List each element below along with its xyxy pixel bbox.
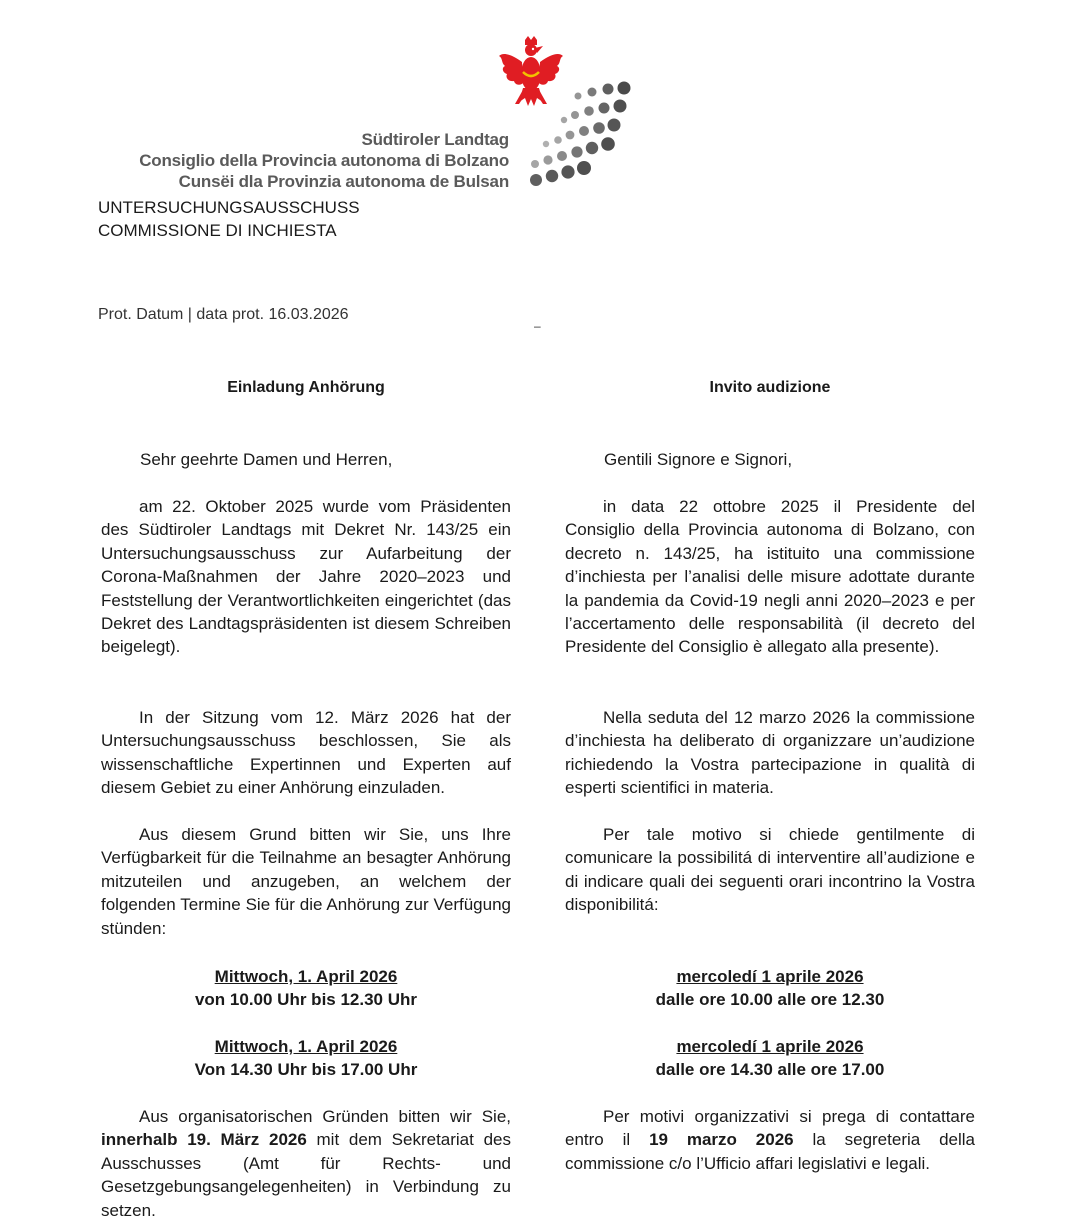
org-name-de: Südtiroler Landtag xyxy=(361,130,509,149)
logo-dot xyxy=(608,119,621,132)
paragraph-4-it: Per motivi organizzativi si prega di contattare entro il 19 marzo 2026 la segreteria della commissione c/o l’Ufficio affari legislativi e legali. xyxy=(565,1107,976,1173)
salutation-it: Gentili Signore e Signori, xyxy=(604,450,793,469)
appointment-1-date-it: mercoledí 1 aprile 2026 xyxy=(676,967,864,986)
paragraph-2-de: In der Sitzung vom 12. März 2026 hat der Untersuchungsausschuss beschlossen, Sie als wissenschaftliche Expertinnen und Experten auf diesem Gebiet zu einer Anhörung einzuladen. xyxy=(101,708,511,798)
logo-dot xyxy=(554,136,562,144)
appointment-2-time-de: Von 14.30 Uhr bis 17.00 Uhr xyxy=(194,1060,418,1079)
paragraph-1-it: in data 22 ottobre 2025 il Presidente del Consiglio della Provincia autonoma di Bolzano, con decreto n. 143/25, ha istituito una commissione d’inchiesta per l’analisi delle misure adottate durante la pandemia da Covid-19 negli anni 2020–2023 e per l’accertamento delle responsabilità (il decreto del Presidente del Consiglio è allegato alla presente). xyxy=(565,497,975,657)
paragraph-3-de: Aus diesem Grund bitten wir Sie, uns Ihre Verfügbarkeit für die Teilnahme an besagter Anhörung mitzuteilen und anzugeben, an welchem der folgenden Termine Sie für die Anhörung zur Verfügung stünden: xyxy=(101,825,511,938)
deadline-it: 19 marzo 2026 xyxy=(649,1130,794,1150)
appointment-1-date-de: Mittwoch, 1. April 2026 xyxy=(214,967,398,986)
appointment-2-de xyxy=(101,1035,511,1081)
commission-name-it: COMMISSIONE DI INCHIESTA xyxy=(98,221,337,240)
logo-dot xyxy=(571,146,582,157)
logo-dot xyxy=(599,103,610,114)
appointment-2-date-de: Mittwoch, 1. April 2026 xyxy=(214,1037,398,1056)
logo-dot xyxy=(566,131,575,140)
paragraph-2-it: Nella seduta del 12 marzo 2026 la commissione d’inchiesta ha deliberato di organizzare un’audizione richiedendo la Vostra partecipazione in qualità di esperti scientifici in materia. xyxy=(565,708,975,798)
title-de: Einladung Anhörung xyxy=(227,379,385,396)
appointment-1-time-de: von 10.00 Uhr bis 12.30 Uhr xyxy=(194,990,418,1009)
logo-dot xyxy=(543,155,552,164)
logo-dot xyxy=(601,137,615,151)
logo-dot xyxy=(530,174,542,186)
appointment-1-time-it: dalle ore 10.00 alle ore 12.30 xyxy=(655,990,885,1009)
paragraph-1-de: am 22. Oktober 2025 wurde vom Präsidenten des Südtiroler Landtags mit Dekret Nr. 143/25 ein Untersuchungsausschuss zur Aufarbeitung der Corona-Maßnahmen der Jahre 2020–2023 und Feststellung der Verantwortlichkeiten eingerichtet (das Dekret des Landtagspräsidenten ist diesem Schreiben beigelegt). xyxy=(101,497,511,657)
logo-dot xyxy=(618,82,631,95)
logo-dot xyxy=(586,142,598,154)
appointment-1-it xyxy=(565,965,975,1011)
org-name-lad: Cunsëi dla Provinzia autonoma de Bulsan xyxy=(178,172,509,191)
commission-name-de: UNTERSUCHUNGSAUSSCHUSS xyxy=(98,198,360,217)
logo-dot xyxy=(577,161,591,175)
dot-pattern-logo xyxy=(522,80,632,188)
logo-dot xyxy=(571,111,579,119)
appointment-2-date-it: mercoledí 1 aprile 2026 xyxy=(676,1037,864,1056)
title-it: Invito audizione xyxy=(709,379,831,396)
logo-dot xyxy=(575,93,582,100)
logo-dot xyxy=(531,160,539,168)
paragraph-3-it: Per tale motivo si chiede gentilmente di comunicare la possibilitá di interventire all’audizione e di indicare quali dei seguenti orari incontrino la Vostra disponibilitá: xyxy=(565,825,975,915)
appointment-1-de xyxy=(101,965,511,1011)
deadline-de: innerhalb 19. März 2026 xyxy=(101,1130,307,1150)
logo-dot xyxy=(561,117,567,123)
appointment-2-time-it: dalle ore 14.30 alle ore 17.00 xyxy=(655,1060,885,1079)
logo-dot xyxy=(546,170,558,182)
logo-dot xyxy=(593,122,605,134)
logo-dot xyxy=(561,165,574,178)
org-name-it: Consiglio della Provincia autonoma di Bolzano xyxy=(139,151,509,170)
protocol-date: Prot. Datum | data prot. 16.03.2026 xyxy=(98,306,349,323)
logo-dot xyxy=(588,88,597,97)
paragraph-4-de: Aus organisatorischen Gründen bitten wir Sie, innerhalb 19. März 2026 mit dem Sekretariat des Ausschusses (Amt für Rechts- und Gesetzgebungsangelegenheiten) in Verbindung zu setzen. xyxy=(101,1107,511,1220)
appointment-2-it xyxy=(565,1035,975,1081)
logo-dot xyxy=(614,100,627,113)
logo-dot xyxy=(584,106,594,116)
logo-dot xyxy=(557,151,567,161)
salutation-de: Sehr geehrte Damen und Herren, xyxy=(140,450,393,469)
logo-dot xyxy=(603,84,614,95)
stray-mark: – xyxy=(534,319,541,333)
logo-dot xyxy=(579,126,589,136)
logo-dot xyxy=(543,141,549,147)
